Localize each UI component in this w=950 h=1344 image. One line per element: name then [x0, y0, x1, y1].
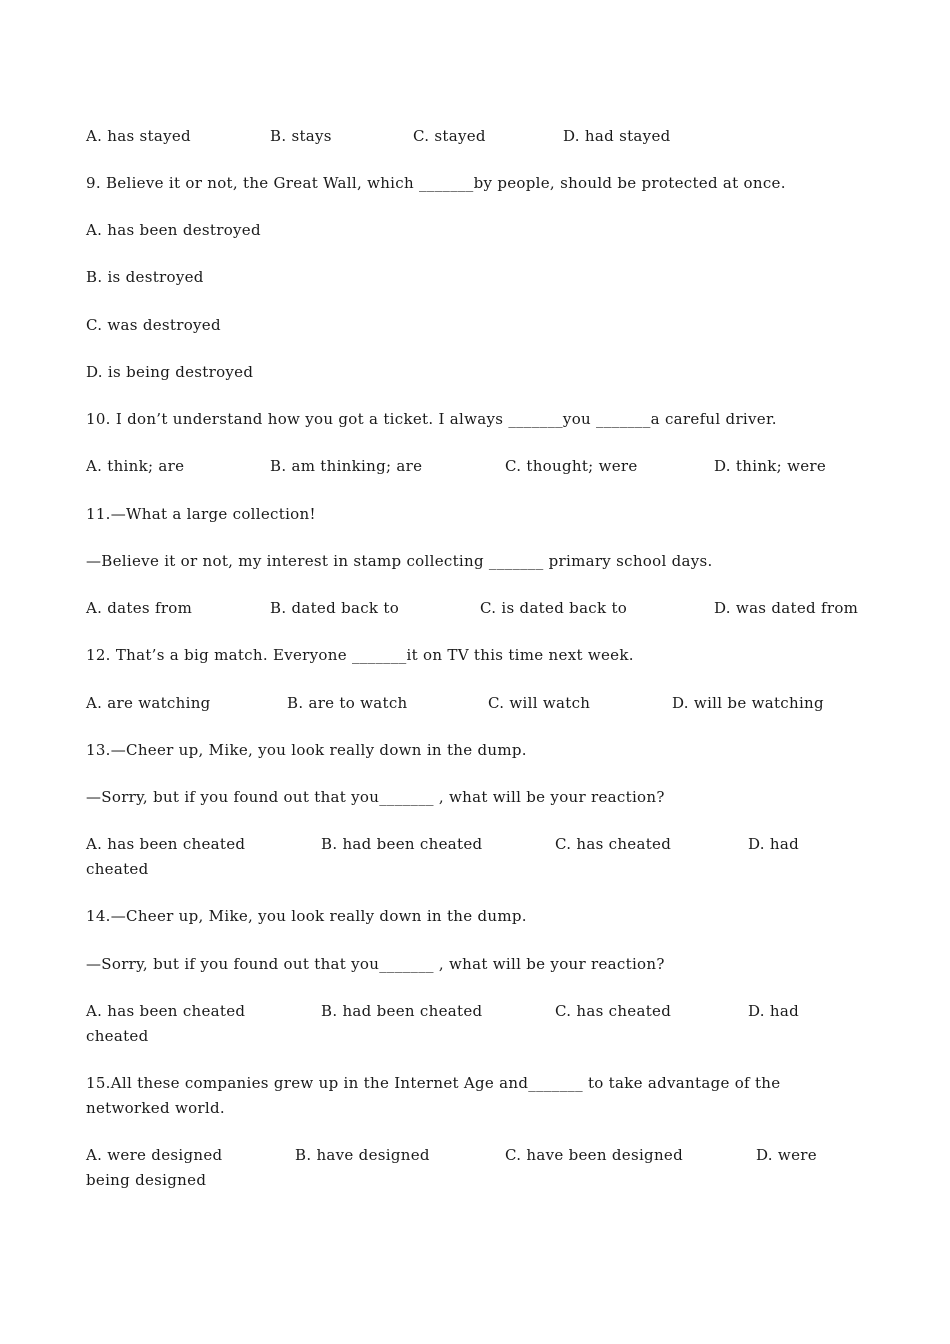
- q8-option-a: A. has stayed: [86, 127, 191, 145]
- q10-option-c: C. thought; were: [505, 457, 638, 475]
- q10-option-a: A. think; are: [86, 457, 185, 475]
- q15-option-b: B. have designed: [295, 1146, 430, 1164]
- q14-option-a: A. has been cheated: [86, 1002, 246, 1020]
- q8-option-b: B. stays: [270, 127, 332, 145]
- q15-stem-line-1: 15.All these companies grew up in the Internet Age and_______ to take advantage of the: [86, 1074, 781, 1092]
- q12-option-c: C. will watch: [488, 694, 591, 712]
- q13-reply: —Sorry, but if you found out that you_______ , what will be your reaction?: [86, 788, 665, 806]
- q11-option-d: D. was dated from: [714, 599, 859, 617]
- q9-option-b: B. is destroyed: [86, 268, 204, 286]
- q10-option-d: D. think; were: [714, 457, 827, 475]
- q15-option-c: C. have been designed: [505, 1146, 684, 1164]
- q15-option-d: D. were: [756, 1146, 817, 1164]
- q9-option-a: A. has been destroyed: [86, 221, 261, 239]
- q14-option-d-continued: cheated: [86, 1027, 149, 1045]
- q14-stem: 14.—Cheer up, Mike, you look really down in the dump.: [86, 907, 527, 925]
- q9-option-d: D. is being destroyed: [86, 363, 254, 381]
- q10-stem: 10. I don’t understand how you got a ticket. I always _______you _______a careful driver.: [86, 410, 777, 428]
- q13-option-c: C. has cheated: [555, 835, 672, 853]
- q11-reply: —Believe it or not, my interest in stamp collecting _______ primary school days.: [86, 552, 713, 570]
- q12-option-a: A. are watching: [86, 694, 211, 712]
- q14-option-b: B. had been cheated: [321, 1002, 483, 1020]
- q12-stem: 12. That’s a big match. Everyone _______it on TV this time next week.: [86, 646, 634, 664]
- q14-option-c: C. has cheated: [555, 1002, 672, 1020]
- q12-option-d: D. will be watching: [672, 694, 824, 712]
- q14-option-d: D. had: [748, 1002, 800, 1020]
- q13-option-a: A. has been cheated: [86, 835, 246, 853]
- q15-option-a: A. were designed: [86, 1146, 223, 1164]
- q13-stem: 13.—Cheer up, Mike, you look really down in the dump.: [86, 741, 527, 759]
- q11-option-c: C. is dated back to: [480, 599, 628, 617]
- q10-option-b: B. am thinking; are: [270, 457, 423, 475]
- q15-stem-line-2: networked world.: [86, 1099, 225, 1117]
- q13-option-d-continued: cheated: [86, 860, 149, 878]
- q8-option-c: C. stayed: [413, 127, 486, 145]
- q11-option-a: A. dates from: [86, 599, 193, 617]
- q13-option-d: D. had: [748, 835, 800, 853]
- q8-option-d: D. had stayed: [563, 127, 671, 145]
- q13-option-b: B. had been cheated: [321, 835, 483, 853]
- q14-reply: —Sorry, but if you found out that you_______ , what will be your reaction?: [86, 955, 665, 973]
- q9-stem: 9. Believe it or not, the Great Wall, which _______by people, should be protected at once.: [86, 174, 786, 192]
- q11-stem: 11.—What a large collection!: [86, 505, 316, 523]
- q12-option-b: B. are to watch: [287, 694, 408, 712]
- q15-option-d-continued: being designed: [86, 1171, 207, 1189]
- q11-option-b: B. dated back to: [270, 599, 400, 617]
- q9-option-c: C. was destroyed: [86, 316, 221, 334]
